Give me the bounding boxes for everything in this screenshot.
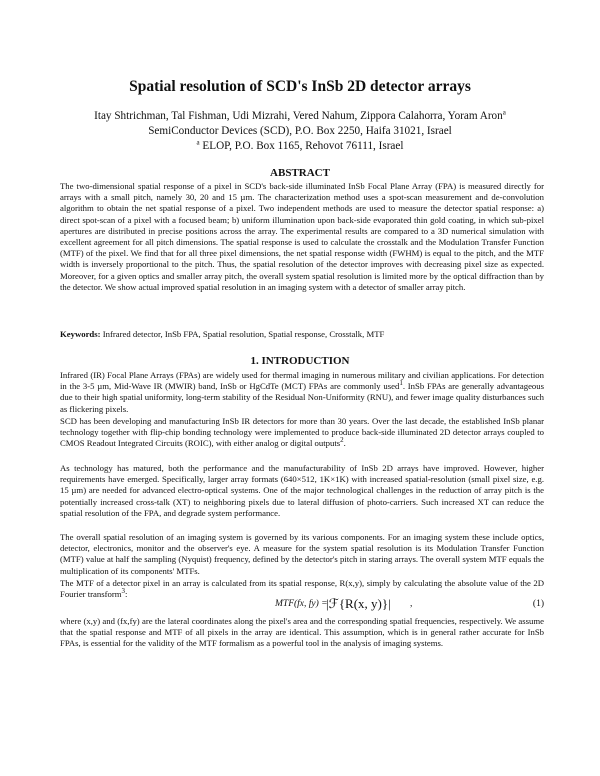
intro-paragraph-4: The overall spatial resolution of an imaging system is governed by its various components. For an imaging system these include optics, detector, electronics, monitor and the observer's eye. A measure for the system spatial resolution is its Modulation Transfer Function (MTF) value at half the sampling (Nyquist) frequency, defined by the detector's pitch in staring arrays. The overall system MTF equals the multiplication of its components' MTFs. (60, 532, 544, 576)
keywords (60, 329, 544, 340)
equation-comma: , (410, 599, 413, 609)
intro-paragraph-3: As technology has matured, both the performance and the manufacturability of InSb 2D arrays have improved. However, higher requirements have emerged. Specifically, larger array formats (640×512, 1K×1K) with increased spatial-resolution (small pixel size, e.g. 15 µm) are needed for advanced electro-optical systems. One of the major technological challenges in the reduction of array pitch is the potentially increased cross-talk (XT) to neighboring pixels due to lateral diffusion of photo-carriers. Such increased XT can reduce the spatial resolution of the FPA, and degrade system performance. (60, 463, 544, 518)
intro-paragraph-6: where (x,y) and (fx,fy) are the lateral coordinates along the pixel's area and the corresponding spatial frequencies, respectively. We assume that the spatial response and MTF of all pixels in the array are identical. This assumption, which is in general rather accurate for InSb FPAs, is essential for the validity of the MTF formalism as a powerful tool in the analysis of imaging systems. (60, 616, 544, 649)
intro-paragraph-2 (60, 416, 544, 450)
affiliation-scd: SemiConductor Devices (SCD), P.O. Box 2250, Haifa 31021, Israel (148, 125, 452, 137)
intro-p1-text-b: . InSb FPAs are generally advantageous due to their high spatial uniformity, long-term stability of the Residual Non-Uniformity (RNU), and fewer image quality disturbances such as flickering pixels. (60, 381, 544, 414)
citation-ref: 3 (121, 587, 126, 596)
equation-number: (1) (532, 599, 544, 609)
intro-p1-text-a: Infrared (IR) Focal Plane Arrays (FPAs) are widely used for thermal imaging in numerous military and civilian applications. For detection in the 3-5 µm, Mid-Wave IR (MWIR) band, InSb or HgCdTe (MCT) FPAs are commonly used (60, 370, 544, 392)
equation-fourier-abs: |ℱ{R(x, y)}| (326, 596, 391, 611)
author-list (0, 109, 600, 124)
equation-lhs: MTF(fx, fy) = (275, 599, 328, 609)
keywords-label: Keywords: (60, 329, 101, 339)
affiliation-elop (0, 139, 600, 154)
intro-p2-text-a: SCD has been developing and manufacturing InSb IR detectors for more than 30 years. Over the last decade, the established InSb planar technology together with flip-chip bonding technology were implemented to produce back-side illuminated 2D detector arrays coupled to CMOS Readout Integrated Circuits (ROIC), with either analog or digital outputs (60, 416, 544, 449)
introduction-heading: 1. INTRODUCTION (250, 355, 350, 367)
citation-ref: 1 (399, 379, 403, 388)
abstract-text: The two-dimensional spatial response of a pixel in SCD's back-side illuminated InSb Focal Plane Array (FPA) is measured directly for arrays with a small pitch, namely 30, 20 and 15 µm. The characterization method uses a spot-scan measurement and de-convolution algorithm to obtain the net spatial response of a pixel. Two independent methods are used to measure the detector spatial response: a) direct spot-scan of a pixel with a focused beam; b) uniform illumination upon back-side evaporated thin gold coating, in which sub-pixel apertures are distributed in precise positions across the array. The experimental results are compared to a 3D numerical simulation with excellent agreement for all pitch dimensions. The spatial response is used to calculate the crosstalk and the Modulation Transfer Function (MTF) of the pixel. We find that for all three pixel dimensions, the net spatial response width (FWHM) is equal to the pitch, and the MTF width is inversely proportional to the pitch. Thus, the spatial resolution of the detector improves with decreasing pixel size as expected. Moreover, for a given optics and smaller array pitch, the overall system spatial resolution is limited more by the optical diffraction than by the detector. We show actual improved spatial resolution in an imaging system with a detector of smaller array pitch. (60, 181, 544, 292)
intro-p2-text-b: . (343, 438, 346, 449)
author-affiliation-mark: a (502, 108, 506, 117)
intro-p5-text-a: The MTF of a detector pixel in an array is calculated from its spatial response, R(x,y), simply by calculating the absolute value of the 2D Fourier transform (60, 578, 544, 600)
abstract-heading: ABSTRACT (270, 167, 330, 179)
paper-title: Spatial resolution of SCD's InSb 2D detector arrays (129, 78, 471, 95)
intro-p5-text-b: : (125, 589, 128, 600)
authors-text: Itay Shtrichman, Tal Fishman, Udi Mizrahi, Vered Nahum, Zippora Calahorra, Yoram Aron (94, 110, 503, 122)
keywords-text: Infrared detector, InSb FPA, Spatial resolution, Spatial response, Crosstalk, MTF (100, 329, 385, 339)
citation-ref: 2 (340, 436, 344, 445)
affiliation-mark: a (196, 138, 200, 147)
affiliation-elop-text: ELOP, P.O. Box 1165, Rehovot 76111, Israel (199, 140, 404, 152)
intro-paragraph-1 (60, 370, 544, 415)
mtf-equation (60, 598, 544, 614)
